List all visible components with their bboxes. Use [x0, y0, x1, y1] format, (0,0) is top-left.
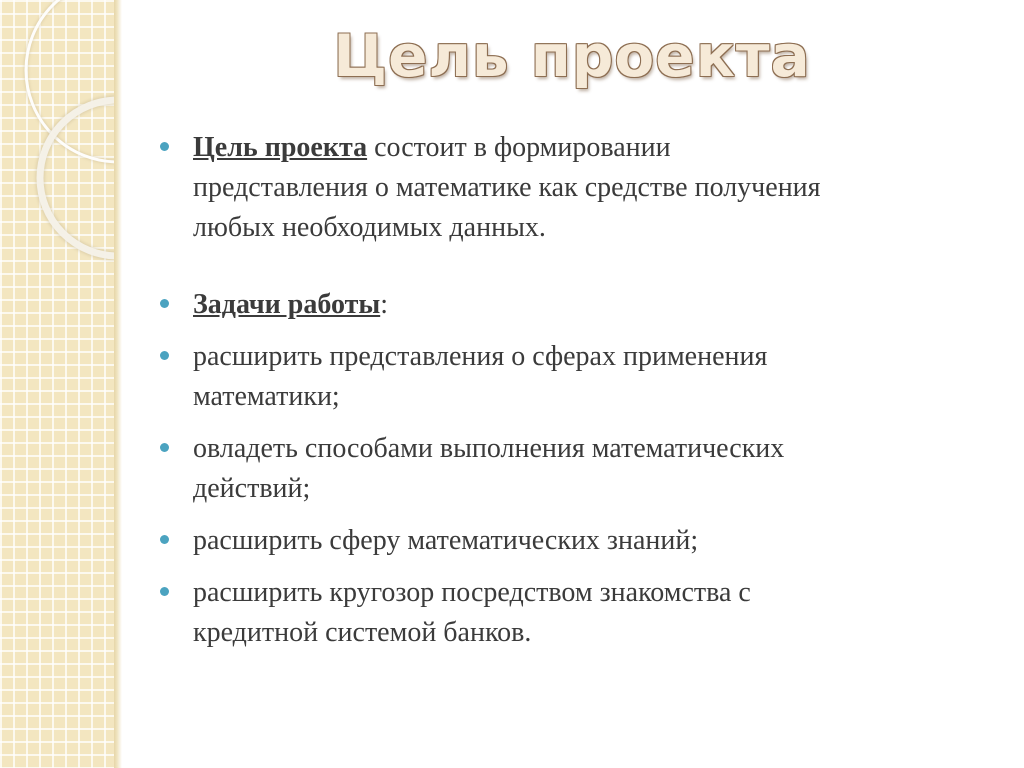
task-4-line1: расширить кругозор посредством знакомства с [193, 577, 751, 608]
task-3-line1: расширить сферу математических знаний; [193, 525, 699, 556]
tasks-colon: : [380, 289, 388, 320]
task-2-line2: действий; [193, 473, 311, 504]
list-item-task-1 [160, 337, 980, 417]
dot-bullet-icon [160, 351, 169, 360]
task-1-line2: математики; [193, 381, 340, 412]
slide-title: Цель проекта [333, 22, 811, 90]
list-item-tasks-heading [160, 285, 980, 325]
tasks-lead: Задачи работы [193, 289, 381, 320]
dot-bullet-icon [160, 443, 169, 452]
ring-circles-decoration-icon [0, 0, 114, 768]
goal-line2: представления о математике как средстве получения [193, 172, 821, 203]
side-grid-strip [0, 0, 114, 768]
content-list [160, 128, 980, 653]
goal-text: состоит в формировании [367, 132, 671, 163]
side-strip-edge [114, 0, 122, 768]
task-1-line1: расширить представления о сферах применения [193, 341, 768, 372]
goal-line3: любых необходимых данных. [193, 212, 546, 243]
dot-bullet-icon [160, 587, 169, 596]
dot-bullet-icon [160, 142, 169, 151]
list-item-task-2 [160, 429, 980, 509]
list-item-task-4 [160, 573, 980, 653]
list-item-goal [160, 128, 980, 248]
dot-bullet-icon [160, 535, 169, 544]
task-4-line2: кредитной системой банков. [193, 617, 532, 648]
list-item-task-3 [160, 521, 980, 561]
goal-lead: Цель проекта [193, 132, 368, 163]
dot-bullet-icon [160, 299, 169, 308]
task-2-line1: овладеть способами выполнения математических [193, 433, 785, 464]
